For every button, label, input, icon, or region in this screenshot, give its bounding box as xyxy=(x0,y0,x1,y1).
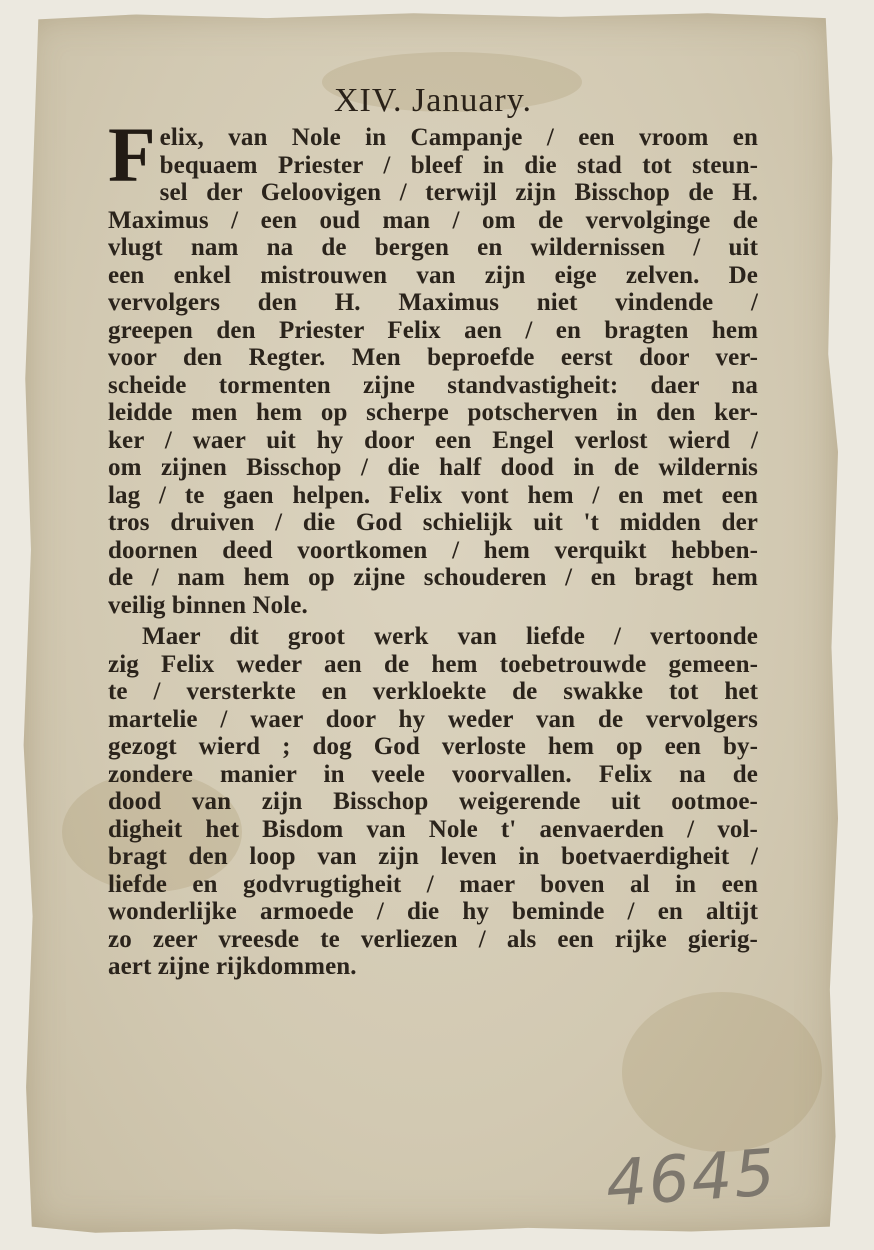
text-line: elix, van Nole in Campanje / een vroom en xyxy=(159,124,758,151)
text-line: doornen deed voortkomen / hem verquikt hebben- xyxy=(108,536,758,564)
text-line: voor den Regter. Men beproefde eerst door ver- xyxy=(108,344,758,371)
paragraph-2 xyxy=(108,623,758,981)
text-line: vlugt nam na de bergen en wildernissen / uit xyxy=(108,234,758,261)
page-title: XIV. January. xyxy=(333,82,533,119)
text-line: tros druiven / die God schielijk uit 't midden der xyxy=(108,509,758,536)
text-line: scheide tormenten zijne standvastigheit: daer na xyxy=(108,371,758,399)
text-line: ker / waer uit hy door een Engel verlost wierd / xyxy=(108,426,758,454)
text-line: bequaem Priester / bleef in die stad tot steun- xyxy=(159,151,758,179)
text-line: liefde en godvrugtigheit / maer boven al in een xyxy=(108,870,758,898)
text-line: veilig binnen Nole. xyxy=(108,591,308,619)
text-line: dood van zijn Bisschop weigerende uit ootmoe- xyxy=(108,788,758,815)
text-line: lag / te gaen helpen. Felix vont hem / en met een xyxy=(108,481,758,509)
text-line: bragt den loop van zijn leven in boetvaerdigheit / xyxy=(108,843,758,870)
text-line: Maer dit groot werk van liefde / vertoonde xyxy=(142,623,758,650)
page-text xyxy=(108,82,758,981)
text-line: wonderlijke armoede / die hy beminde / en altijt xyxy=(108,898,758,925)
text-line: Maximus / een oud man / om de vervolginge de xyxy=(108,206,758,234)
drop-cap: F xyxy=(108,111,156,198)
text-line: de / nam hem op zijne schouderen / en bragt hem xyxy=(108,564,758,591)
text-line: greepen den Priester Felix aen / en bragten hem xyxy=(108,316,758,344)
text-line: vervolgers den H. Maximus niet vindende / xyxy=(108,289,758,316)
text-line: sel der Geloovigen / terwijl zijn Bisschop de H. xyxy=(159,179,758,206)
text-line: om zijnen Bisschop / die half dood in de wildernis xyxy=(108,454,758,481)
text-line: digheit het Bisdom van Nole t' aenvaerden / vol- xyxy=(108,815,758,843)
text-line: zo zeer vreesde te verliezen / als een rijke gierig- xyxy=(108,925,758,953)
text-line: zondere manier in veele voorvallen. Felix na de xyxy=(108,760,758,788)
text-line: gezogt wierd ; dog God verloste hem op een by- xyxy=(108,733,758,760)
text-line: een enkel mistrouwen van zijn eige zelven. De xyxy=(108,261,758,289)
catalog-number: 4645 xyxy=(603,1136,780,1222)
text-line: leidde men hem op scherpe potscherven in den ker- xyxy=(108,399,758,426)
paragraph-1 xyxy=(108,111,758,619)
paper-stain xyxy=(622,992,822,1152)
text-line: te / versterkte en verkloekte de swakke tot het xyxy=(108,678,758,705)
text-line: zig Felix weder aen de hem toebetrouwde gemeen- xyxy=(108,650,758,678)
text-line: martelie / waer door hy weder van de vervolgers xyxy=(108,705,758,733)
text-line: aert zijne rijkdommen. xyxy=(108,953,357,980)
